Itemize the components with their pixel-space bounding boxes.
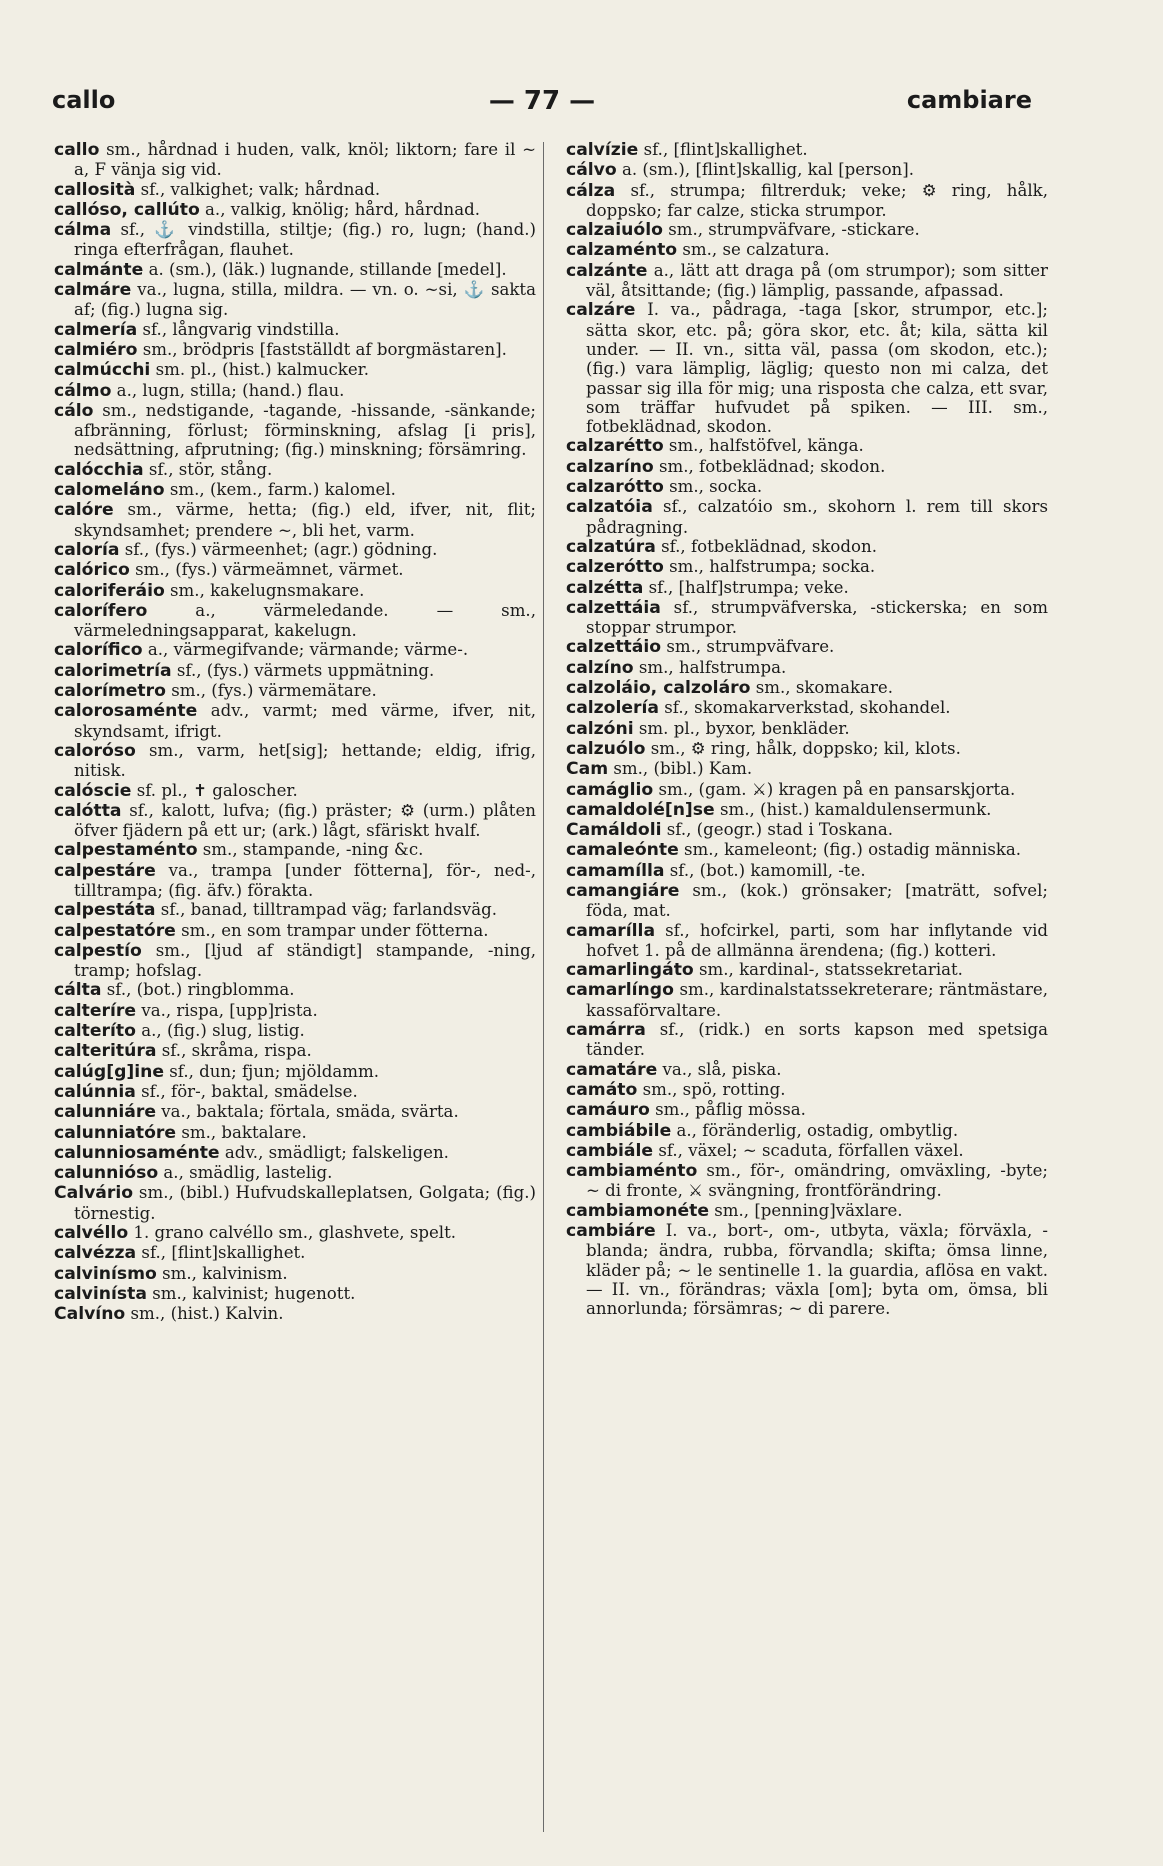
- dictionary-entry: [566, 261, 1048, 301]
- dictionary-entry: [54, 640, 536, 660]
- entry-headword: calvízie: [566, 140, 639, 160]
- dictionary-entry: [566, 1221, 1048, 1318]
- entry-headword: callo: [54, 140, 100, 160]
- entry-headword: calóscie: [54, 780, 132, 801]
- running-head-right: cambiare: [906, 86, 1032, 114]
- entry-headword: cambiále: [566, 1140, 654, 1161]
- entry-definition: sm., (bibl.) Hufvudskalleplatsen, Golgata; (fig.) törnestig.: [74, 1183, 536, 1223]
- entry-definition: va., rispa, [upp]rista.: [136, 1000, 318, 1020]
- entry-definition: sf., banad, tilltrampad väg; farlandsväg.: [155, 900, 498, 920]
- entry-headword: calzóni: [566, 718, 634, 739]
- entry-headword: calpestaménto: [54, 840, 198, 861]
- dictionary-entry: [54, 601, 536, 641]
- entry-headword: camárra: [566, 1020, 646, 1041]
- entry-definition: sm., kardinalstatssekreterare; räntmästare, kassaförvaltare.: [586, 980, 1048, 1020]
- dictionary-entry: [54, 1041, 536, 1061]
- dictionary-entry: [566, 1100, 1048, 1120]
- entry-definition: sm., kardinal-, statssekretariat.: [693, 960, 963, 980]
- entry-definition: sm., kalvinism.: [156, 1263, 288, 1283]
- dictionary-entry: [54, 320, 536, 340]
- dictionary-entry: [54, 1284, 536, 1304]
- entry-headword: Camáldoli: [566, 820, 662, 841]
- dictionary-entry: [54, 1123, 536, 1143]
- dictionary-entry: [566, 436, 1048, 456]
- entry-definition: va., baktala; förtala, smäda, svärta.: [156, 1102, 459, 1122]
- dictionary-entry: [566, 840, 1048, 860]
- dictionary-entry: [566, 1020, 1048, 1060]
- dictionary-entry: [566, 557, 1048, 577]
- dictionary-entry: [54, 1082, 536, 1102]
- entry-headword: calorímetro: [54, 681, 166, 702]
- dictionary-entry: [54, 401, 536, 460]
- dictionary-entry: [54, 460, 536, 480]
- column-divider: [543, 142, 544, 1832]
- entry-definition: a., valkig, knölig; hård, hårdnad.: [199, 199, 480, 219]
- dictionary-entry: [54, 861, 536, 901]
- dictionary-entry: [54, 1163, 536, 1183]
- dictionary-entry: [54, 180, 536, 200]
- entry-definition: sf., skomakarverkstad, skohandel.: [659, 698, 951, 718]
- entry-headword: calóre: [54, 500, 114, 521]
- entry-headword: cálta: [54, 980, 102, 1001]
- dictionary-entry: [54, 741, 536, 781]
- dictionary-entry: [54, 1021, 536, 1041]
- entry-definition: 1. grano calvéllo sm., glashvete, spelt.: [128, 1223, 457, 1243]
- dictionary-entry: [566, 1201, 1048, 1221]
- entry-definition: sf., valkighet; valk; hårdnad.: [135, 179, 381, 199]
- entry-headword: calmiéro: [54, 339, 138, 360]
- entry-headword: calvinísta: [54, 1283, 147, 1304]
- dictionary-entry: [566, 1080, 1048, 1100]
- dictionary-entry: [54, 560, 536, 580]
- entry-headword: calzaiuólo: [566, 220, 663, 241]
- dictionary-entry: [54, 980, 536, 1000]
- entry-definition: sm., varm, het[sig]; hettande; eldig, ifrig, nitisk.: [74, 740, 536, 781]
- entry-definition: sf., ⚓ vindstilla, stiltje; (fig.) ro, lugn; (hand.) ringa efterfrågan, flauhet.: [74, 220, 536, 260]
- entry-headword: calorosaménte: [54, 701, 198, 722]
- entry-headword: calvinísmo: [54, 1263, 157, 1284]
- entry-definition: sf. pl., ✝ galoscher.: [131, 780, 298, 800]
- entry-definition: sm., (fys.) värmeämnet, värmet.: [129, 560, 404, 580]
- entry-definition: sf., strumpa; filtrerduk; veke; ⚙ ring, hålk, doppsko; far calze, sticka strumpor.: [586, 180, 1048, 220]
- entry-definition: sm., (hist.) kamaldulensermunk.: [714, 799, 992, 819]
- entry-definition: sf., kalott, lufva; (fig.) präster; ⚙ (urm.) plåten öfver fjädern på ett ur; (ark.) lågt, sfäriskt hvalf.: [74, 800, 536, 841]
- dictionary-entry: [54, 1143, 536, 1163]
- dictionary-entry: [566, 1141, 1048, 1161]
- entry-headword: camamílla: [566, 860, 665, 881]
- entry-headword: cálo: [54, 400, 94, 421]
- dictionary-entry: [566, 160, 1048, 180]
- entry-definition: sm., [penning]växlare.: [708, 1200, 903, 1220]
- entry-headword: cambiamonéte: [566, 1200, 709, 1221]
- entry-headword: camarílla: [566, 920, 656, 941]
- dictionary-entry: [54, 500, 536, 540]
- entry-definition: sm., värme, hetta; (fig.) eld, ifver, nit, flit; skyndsamhet; prendere ~, bli het, varm.: [74, 500, 536, 540]
- entry-definition: va., slå, piska.: [657, 1059, 782, 1079]
- entry-headword: calpestío: [54, 940, 142, 961]
- dictionary-entry: [566, 780, 1048, 800]
- entry-definition: sf., calzatóio sm., skohorn l. rem till skors pådragning.: [586, 497, 1048, 537]
- dictionary-entry: [54, 1243, 536, 1263]
- dictionary-entry: [54, 260, 536, 280]
- entry-headword: calmáre: [54, 280, 132, 301]
- entry-headword: camáto: [566, 1079, 638, 1100]
- entry-headword: calorífico: [54, 640, 143, 661]
- dictionary-entry: [54, 540, 536, 560]
- dictionary-entry: [566, 698, 1048, 718]
- entry-headword: camangiáre: [566, 880, 680, 901]
- dictionary-entry: [54, 200, 536, 220]
- entry-headword: calorimetría: [54, 660, 172, 681]
- dictionary-entry: [566, 300, 1048, 436]
- dictionary-entry: [566, 637, 1048, 657]
- dictionary-entry: [54, 220, 536, 260]
- entry-definition: a., föränderlig, ostadig, ombytlig.: [671, 1120, 959, 1140]
- entry-headword: calzerótto: [566, 557, 664, 578]
- entry-definition: sm., påflig mössa.: [649, 1100, 806, 1120]
- entry-definition: sm., kakelugnsmakare.: [164, 580, 365, 600]
- dictionary-entry: [566, 537, 1048, 557]
- dictionary-entry: [566, 719, 1048, 739]
- entry-definition: sm., spö, rotting.: [637, 1079, 786, 1099]
- dictionary-entry: [54, 781, 536, 801]
- dictionary-entry: [54, 1223, 536, 1243]
- dictionary-entry: [566, 820, 1048, 840]
- entry-definition: a., värmegifvande; värmande; värme-.: [142, 640, 469, 660]
- entry-headword: calzáre: [566, 300, 636, 321]
- entry-headword: caloriferáio: [54, 580, 165, 601]
- entry-definition: sf., [flint]skallighet.: [638, 140, 808, 159]
- entry-definition: sm., nedstigande, -tagande, -hissande, -sänkande; afbränning, förlust; förminskning, afslag [i pris], nedsättning, afprutning; (fig.) minskning; försämring.: [74, 400, 536, 460]
- entry-headword: callóso, callúto: [54, 199, 200, 220]
- entry-headword: cálvo: [566, 160, 617, 181]
- entry-definition: sf., stör, stång.: [143, 459, 273, 479]
- entry-headword: calmúcchi: [54, 360, 151, 381]
- entry-definition: sf., (ridk.) en sorts kapson med spetsiga tänder.: [586, 1020, 1048, 1060]
- dictionary-entry: [54, 681, 536, 701]
- entry-definition: adv., varmt; med värme, ifver, nit, skyndsamt, ifrigt.: [74, 701, 536, 741]
- entry-headword: cálza: [566, 180, 616, 201]
- dictionary-entry: [566, 1060, 1048, 1080]
- entry-headword: calócchia: [54, 459, 144, 480]
- entry-headword: cambiaménto: [566, 1161, 698, 1182]
- entry-definition: sm., se calzatura.: [677, 240, 830, 260]
- entry-definition: sm., för-, omändring, omväxling, -byte; ~ di fronte, ⚔ svängning, frontförändring.: [586, 1161, 1048, 1201]
- entry-definition: sm., (kok.) grönsaker; [maträtt, sofvel; föda, mat.: [586, 880, 1048, 921]
- entry-headword: calzuólo: [566, 738, 646, 759]
- dictionary-entry: [566, 578, 1048, 598]
- entry-definition: sf., fotbeklädnad, skodon.: [655, 536, 877, 556]
- entry-definition: sm., kalvinist; hugenott.: [146, 1283, 356, 1303]
- entry-definition: adv., smädligt; falskeligen.: [219, 1142, 449, 1162]
- entry-definition: a. (sm.), (läk.) lugnande, stillande [medel].: [143, 259, 507, 279]
- dictionary-entry: [566, 181, 1048, 221]
- entry-headword: calótta: [54, 800, 122, 821]
- entry-headword: calzettáio: [566, 637, 662, 658]
- entry-headword: calvézza: [54, 1243, 137, 1264]
- dictionary-entry: [566, 240, 1048, 260]
- entry-definition: sf., (bot.) ringblomma.: [101, 980, 295, 1000]
- entry-definition: va., trampa [under fötterna], för-, ned-, tilltrampa; (fig. äfv.) förakta.: [74, 860, 536, 900]
- entry-definition: va., lugna, stilla, mildra. — vn. o. ~si, ⚓ sakta af; (fig.) lugna sig.: [74, 280, 536, 320]
- dictionary-entry: [54, 1183, 536, 1223]
- dictionary-entry: [54, 340, 536, 360]
- entry-definition: sm., (kem., farm.) kalomel.: [164, 480, 396, 500]
- dictionary-entry: [566, 477, 1048, 497]
- entry-definition: sm., halfstöfvel, känga.: [663, 436, 864, 456]
- entry-headword: calzarótto: [566, 477, 664, 498]
- dictionary-entry: [54, 840, 536, 860]
- entry-definition: sf., [flint]skallighet.: [136, 1243, 306, 1263]
- entry-headword: camaleónte: [566, 840, 679, 861]
- dictionary-entry: [54, 1304, 536, 1324]
- entry-definition: sm., brödpris [fastställdt af borgmästaren].: [137, 339, 507, 359]
- entry-headword: calteritúra: [54, 1041, 157, 1062]
- right-column: [566, 140, 1048, 1319]
- dictionary-entry: [54, 900, 536, 920]
- entry-headword: calúg[g]ine: [54, 1061, 165, 1082]
- dictionary-entry: [566, 739, 1048, 759]
- dictionary-entry: [54, 1062, 536, 1082]
- entry-headword: calpestáta: [54, 900, 156, 921]
- entry-definition: sm., halfstrumpa; socka.: [663, 557, 876, 577]
- entry-headword: calunniosaménte: [54, 1142, 220, 1163]
- entry-definition: sm., [ljud af ständigt] stampande, -ning, tramp; hofslag.: [74, 940, 536, 981]
- entry-definition: sm., baktalare.: [176, 1122, 307, 1142]
- entry-headword: calmánte: [54, 259, 144, 280]
- dictionary-entry: [54, 360, 536, 380]
- entry-definition: a. (sm.), [flint]skallig, kal [person].: [616, 160, 914, 180]
- dictionary-entry: [566, 140, 1048, 160]
- entry-definition: sm. pl., (hist.) kalmucker.: [150, 360, 370, 380]
- dictionary-entry: [566, 921, 1048, 961]
- entry-definition: sf., skråma, rispa.: [156, 1041, 312, 1061]
- entry-headword: cálmo: [54, 380, 112, 401]
- page-number: — 77 —: [488, 86, 596, 116]
- entry-definition: sm., kameleont; (fig.) ostadig människa.: [678, 840, 1022, 860]
- entry-headword: calunnióso: [54, 1163, 159, 1184]
- entry-definition: sf., (geogr.) stad i Toskana.: [661, 820, 893, 840]
- entry-definition: sf., (fys.) värmeenhet; (agr.) gödning.: [119, 539, 438, 559]
- entry-definition: a., värmeledande. — sm., värmeledningsapparat, kakelugn.: [74, 600, 536, 641]
- entry-headword: calzaríno: [566, 456, 654, 477]
- entry-headword: camáuro: [566, 1100, 650, 1121]
- dictionary-entry: [566, 980, 1048, 1020]
- entry-headword: calteríre: [54, 1000, 137, 1021]
- entry-headword: calzíno: [566, 657, 634, 678]
- entry-definition: sf., långvarig vindstilla.: [137, 319, 340, 339]
- entry-headword: calmería: [54, 319, 138, 340]
- entry-headword: calvéllo: [54, 1223, 129, 1244]
- entry-headword: calzaménto: [566, 240, 678, 261]
- entry-headword: callosità: [54, 179, 136, 200]
- entry-definition: a., (fig.) slug, listig.: [135, 1021, 305, 1041]
- dictionary-entry: [566, 861, 1048, 881]
- dictionary-entry: [566, 1121, 1048, 1141]
- entry-headword: calúnnia: [54, 1081, 136, 1102]
- entry-headword: calzarétto: [566, 436, 664, 457]
- dictionary-entry: [566, 220, 1048, 240]
- entry-definition: sf., för-, baktal, smädelse.: [135, 1081, 358, 1101]
- dictionary-entry: [54, 140, 536, 180]
- entry-definition: sf., hofcirkel, parti, som har inflytande vid hofvet 1. på de allmänna ärendena; (fig.) kotteri.: [586, 920, 1048, 960]
- dictionary-entry: [54, 1264, 536, 1284]
- entry-headword: calomeláno: [54, 480, 165, 501]
- dictionary-entry: [54, 381, 536, 401]
- entry-definition: sf., strumpväfverska, -stickerska; en som stoppar strumpor.: [586, 597, 1048, 638]
- entry-definition: a., smädlig, lastelig.: [158, 1163, 333, 1183]
- entry-headword: calpestáre: [54, 860, 156, 881]
- dictionary-entry: [54, 1102, 536, 1122]
- entry-headword: camaldolé[n]se: [566, 799, 715, 820]
- dictionary-entry: [54, 581, 536, 601]
- entry-headword: Calvário: [54, 1183, 134, 1204]
- entry-definition: a., lugn, stilla; (hand.) flau.: [111, 380, 345, 400]
- dictionary-entry: [54, 801, 536, 841]
- entry-headword: camarlíngo: [566, 980, 674, 1001]
- entry-headword: calzolería: [566, 698, 660, 719]
- entry-headword: caloría: [54, 539, 120, 560]
- page-header: [52, 86, 1032, 126]
- entry-definition: sm., (gam. ⚔) kragen på en pansarskjorta.: [653, 779, 1016, 799]
- entry-definition: sm., (hist.) Kalvin.: [125, 1304, 284, 1324]
- entry-headword: camatáre: [566, 1059, 658, 1080]
- dictionary-entry: [566, 658, 1048, 678]
- entry-definition: sm., fotbeklädnad; skodon.: [653, 456, 886, 476]
- entry-definition: sf., [half]strumpa; veke.: [643, 577, 849, 597]
- dictionary-entry: [54, 1001, 536, 1021]
- dictionary-entry: [566, 881, 1048, 921]
- running-head-left: callo: [52, 86, 116, 114]
- entry-definition: sm., strumpväfvare.: [661, 637, 835, 657]
- entry-definition: sm., stampande, -ning &c.: [197, 840, 424, 860]
- entry-definition: sm., ⚙ ring, hålk, doppsko; kil, klots.: [645, 738, 961, 758]
- dictionary-entry: [566, 759, 1048, 779]
- entry-definition: sf., (bot.) kamomill, -te.: [664, 860, 866, 880]
- dictionary-entry: [54, 701, 536, 741]
- entry-headword: cambiáre: [566, 1221, 656, 1242]
- dictionary-entry: [54, 661, 536, 681]
- entry-headword: caloróso: [54, 740, 136, 761]
- dictionary-entry: [566, 497, 1048, 537]
- entry-headword: calzétta: [566, 577, 644, 598]
- dictionary-entry: [566, 678, 1048, 698]
- entry-headword: calzoláio, calzoláro: [566, 678, 751, 699]
- entry-definition: sm., halfstrumpa.: [633, 657, 787, 677]
- entry-definition: sf., dun; fjun; mjöldamm.: [164, 1061, 380, 1081]
- entry-headword: camarlingáto: [566, 960, 694, 981]
- entry-headword: calzatúra: [566, 536, 656, 557]
- entry-headword: calunniatóre: [54, 1122, 177, 1143]
- entry-headword: calzánte: [566, 260, 648, 281]
- entry-definition: I. va., pådraga, -taga [skor, strumpor, etc.]; sätta skor, etc. på; göra skor, etc. åt; kila, sätta kil under. — II. vn., sitta väl, passa (om skodon, etc.); (fig.) vara lämplig, läglig; questo non mi calza, det passar sig illa för mig; una risposta che calza, ett svar, som träffar hufvudet på spiken. — III. sm., fotbeklädnad, skodon.: [586, 300, 1048, 437]
- entry-headword: Cam: [566, 759, 609, 780]
- entry-definition: sm., strumpväfvare, -stickare.: [662, 220, 920, 240]
- entry-headword: calunniáre: [54, 1102, 157, 1123]
- dictionary-entry: [566, 800, 1048, 820]
- entry-headword: camáglio: [566, 779, 654, 800]
- entry-headword: calorífero: [54, 600, 148, 621]
- entry-definition: a., lätt att draga på (om strumpor); som sitter väl, åtsittande; (fig.) lämplig, passande, afpassad.: [586, 260, 1048, 301]
- entry-headword: Calvíno: [54, 1304, 126, 1325]
- dictionary-entry: [566, 598, 1048, 638]
- entry-headword: cambiábile: [566, 1120, 672, 1141]
- entry-definition: sm., hårdnad i huden, valk, knöl; liktorn; fare il ~ a, F vänja sig vid.: [74, 140, 536, 180]
- entry-definition: I. va., bort-, om-, utbyta, växla; förväxla, -blanda; ändra, rubba, förvandla; skifta; ömsa linne, kläder på; ~ le sentinelle 1. la guardia, aflösa en vakt. — II. vn., förändras; växla [om]; byta om, ömsa, bli annorlunda; försämras; ~ di parere.: [586, 1221, 1048, 1319]
- dictionary-entry: [54, 941, 536, 981]
- entry-headword: calteríto: [54, 1021, 136, 1042]
- entry-definition: sm., socka.: [663, 477, 763, 497]
- entry-definition: sm., (bibl.) Kam.: [608, 759, 753, 779]
- dictionary-entry: [54, 480, 536, 500]
- dictionary-entry: [54, 280, 536, 320]
- entry-headword: calzettáia: [566, 597, 661, 618]
- dictionary-entry: [566, 1161, 1048, 1201]
- dictionary-entry: [566, 457, 1048, 477]
- entry-headword: cálma: [54, 220, 112, 241]
- entry-headword: calórico: [54, 560, 130, 581]
- dictionary-entry: [54, 921, 536, 941]
- entry-headword: calzatóia: [566, 497, 653, 518]
- entry-definition: sf., (fys.) värmets uppmätning.: [171, 660, 435, 680]
- entry-definition: sm. pl., byxor, benkläder.: [633, 718, 850, 738]
- dictionary-entry: [566, 960, 1048, 980]
- left-column: [54, 140, 536, 1325]
- entry-headword: calpestatóre: [54, 920, 176, 941]
- entry-definition: sm., skomakare.: [750, 678, 893, 698]
- entry-definition: sf., växel; ~ scaduta, förfallen växel.: [653, 1140, 964, 1160]
- entry-definition: sm., en som trampar under fötterna.: [175, 920, 489, 940]
- entry-definition: sm., (fys.) värmemätare.: [165, 681, 377, 701]
